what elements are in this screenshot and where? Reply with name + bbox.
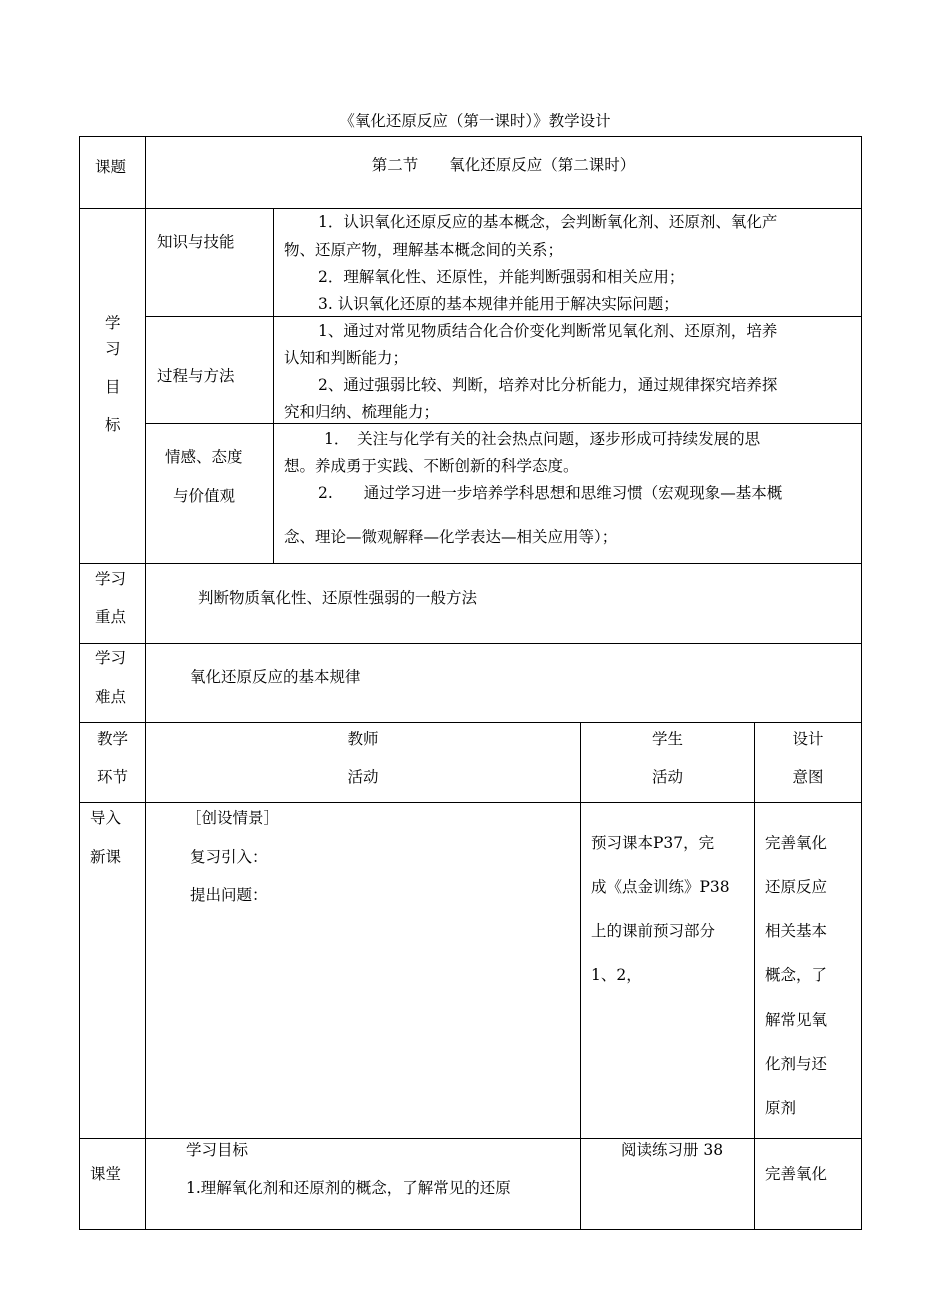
intro-design-line: 概念，了 (765, 966, 828, 984)
difficulty-value: 氧化还原反应的基本规律 (190, 668, 361, 686)
emotion-line: 1． 关注与化学有关的社会热点问题，逐步形成可持续发展的思 (324, 430, 761, 448)
knowledge-label: 知识与技能 (157, 233, 235, 251)
knowledge-line: 物、还原产物，理解基本概念间的关系； (284, 241, 564, 259)
topic-label: 课题 (95, 158, 127, 176)
intro-design-line: 化剂与还 (765, 1055, 828, 1073)
class-teacher-line: 1.理解氧化剂和还原剂的概念，了解常见的还原 (186, 1179, 511, 1197)
objectives-label-char: 目 (105, 378, 121, 396)
process-line: 认知和判断能力； (284, 349, 409, 367)
process-label: 过程与方法 (157, 367, 235, 385)
intro-teacher-line: 复习引入： (190, 848, 268, 866)
intro-design-line: 原剂 (765, 1099, 797, 1117)
key-point-value: 判断物质氧化性、还原性强弱的一般方法 (198, 589, 478, 607)
class-teacher-line: 学习目标 (186, 1141, 249, 1159)
process-line: 究和归纳、梳理能力； (284, 403, 440, 421)
header-stage: 教学 (97, 730, 129, 748)
intro-student-line: 1、2， (591, 966, 642, 984)
process-line: 2、通过强弱比较、判断，培养对比分析能力，通过规律探究培养探 (318, 376, 778, 394)
header-design: 设计 (792, 730, 824, 748)
intro-design-line: 相关基本 (765, 922, 828, 940)
difficulty-label: 学习 (95, 649, 127, 667)
intro-teacher-line: 提出问题： (190, 886, 268, 904)
key-point-label: 重点 (95, 608, 127, 626)
key-point-label: 学习 (95, 570, 127, 588)
intro-student-line: 上的课前预习部分 (591, 922, 716, 940)
header-stage: 环节 (97, 768, 129, 786)
difficulty-label: 难点 (95, 688, 127, 706)
header-student: 活动 (651, 768, 683, 786)
knowledge-line: 1．认识氧化还原反应的基本概念，会判断氧化剂、还原剂、氧化产 (318, 213, 778, 231)
intro-design-line: 完善氧化 (765, 834, 828, 852)
knowledge-line: 2．理解氧化性、还原性，并能判断强弱和相关应用； (318, 268, 685, 286)
header-teacher: 活动 (347, 768, 379, 786)
emotion-line: 念、理论—微观解释—化学表达—相关应用等）； (284, 528, 618, 546)
objectives-label-char: 学 (105, 314, 121, 332)
header-student: 学生 (651, 730, 683, 748)
objectives-label-char: 习 (105, 340, 121, 358)
class-student: 阅读练习册 38 (621, 1141, 724, 1159)
intro-student-line: 成《点金训练》P38 (591, 878, 730, 896)
header-design: 意图 (792, 768, 824, 786)
emotion-line: 2. 通过学习进一步培养学科思想和思维习惯（宏观现象—基本概 (318, 484, 783, 502)
intro-design-line: 还原反应 (765, 878, 828, 896)
intro-design-line: 解常见氧 (765, 1011, 828, 1029)
document-title: 《氧化还原反应（第一课时）》教学设计 (339, 112, 611, 130)
knowledge-line: 3. 认识氧化还原的基本规律并能用于解决实际问题； (318, 295, 679, 313)
topic-value: 第二节 氧化还原反应（第二课时） (371, 156, 636, 174)
emotion-line: 想。养成勇于实践、不断创新的科学态度。 (284, 457, 579, 475)
emotion-label: 情感、态度 (165, 448, 243, 466)
class-stage: 课堂 (90, 1165, 122, 1183)
header-teacher: 教师 (347, 730, 379, 748)
intro-stage: 新课 (90, 848, 122, 866)
intro-stage: 导入 (90, 809, 122, 827)
intro-student-line: 预习课本P37，完 (591, 834, 715, 852)
intro-teacher-line: ［创设情景］ (186, 809, 280, 827)
class-design: 完善氧化 (765, 1165, 828, 1183)
emotion-label: 与价值观 (173, 487, 236, 505)
objectives-label-char: 标 (105, 416, 121, 434)
process-line: 1、通过对常见物质结合化合价变化判断常见氧化剂、还原剂，培养 (318, 322, 778, 340)
